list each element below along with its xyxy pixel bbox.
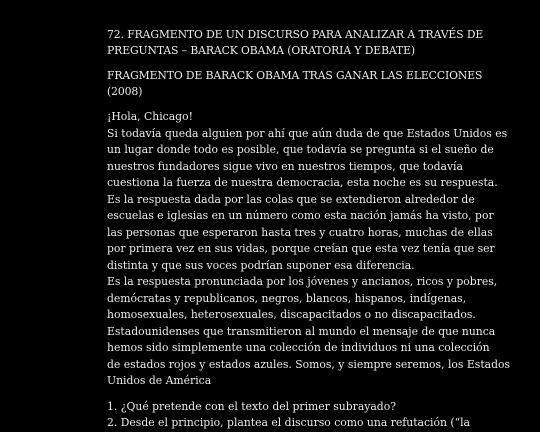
- speech-greeting: ¡Hola, Chicago!: [107, 110, 193, 123]
- speech-line: homosexuales, heterosexuales, discapacitados o no discapacitados.: [107, 308, 476, 321]
- speech-line: cuestiona la fuerza de nuestra democracia, esta noche es su respuesta.: [107, 176, 498, 189]
- speech-line: distinta y que sus voces podrían suponer esa diferencia.: [107, 258, 415, 272]
- speech-line: un lugar donde todo es posible, que todavía se pregunta si el sueño de: [107, 143, 494, 156]
- questions-list: [107, 399, 535, 432]
- document-page: [107, 27, 535, 432]
- speech-line: de estados rojos y estados azules. Somos, y siempre seremos, los Estados: [107, 357, 511, 371]
- speech-line: Es la respuesta dada por las colas que se extendieron alrededor de: [107, 192, 475, 206]
- question-item: 1. ¿Qué pretende con el texto del primer subrayado?: [107, 399, 396, 413]
- title-line: PREGUNTAS – BARACK OBAMA (ORATORIA Y DEBATE): [107, 44, 416, 57]
- speech-line: Unidos de América: [107, 374, 212, 387]
- subtitle-line: (2008): [107, 85, 143, 98]
- speech-line: escuelas e iglesias en un número como esta nación jamás ha visto, por: [107, 209, 494, 222]
- speech-line: Si todavía queda alguien por ahí que aún duda de que Estados Unidos es: [107, 126, 508, 140]
- title-line: 72. FRAGMENTO DE UN DISCURSO PARA ANALIZAR A TRAVÉS DE: [107, 28, 484, 41]
- subtitle-line: FRAGMENTO DE BARACK OBAMA TRAS GANAR LAS ELECCIONES: [107, 69, 483, 82]
- speech-line: Es la respuesta pronunciada por los jóvenes y ancianos, ricos y pobres,: [107, 275, 498, 288]
- question-item: 2. Desde el principio, plantea el discurso como una refutación (“la: [107, 416, 470, 429]
- speech-line: hemos sido simplemente una colección de individuos ni una colección: [107, 341, 490, 354]
- speech-body: [107, 126, 535, 390]
- document-title: [107, 27, 535, 59]
- speech-line: nuestros fundadores sigue vivo en nuestros tiempos, que todavía: [107, 159, 463, 173]
- document-subtitle: [107, 68, 535, 100]
- speech-line: demócratas y republicanos, negros, blancos, hispanos, indígenas,: [107, 291, 467, 305]
- speech-line: Estadounidenses que transmitieron al mundo el mensaje de que nunca: [107, 324, 496, 338]
- speech-line: por primera vez en sus vidas, porque creían que esta vez tenía que ser: [107, 242, 495, 255]
- speech-line: las personas que esperaron hasta tres y cuatro horas, muchas de ellas: [107, 225, 493, 239]
